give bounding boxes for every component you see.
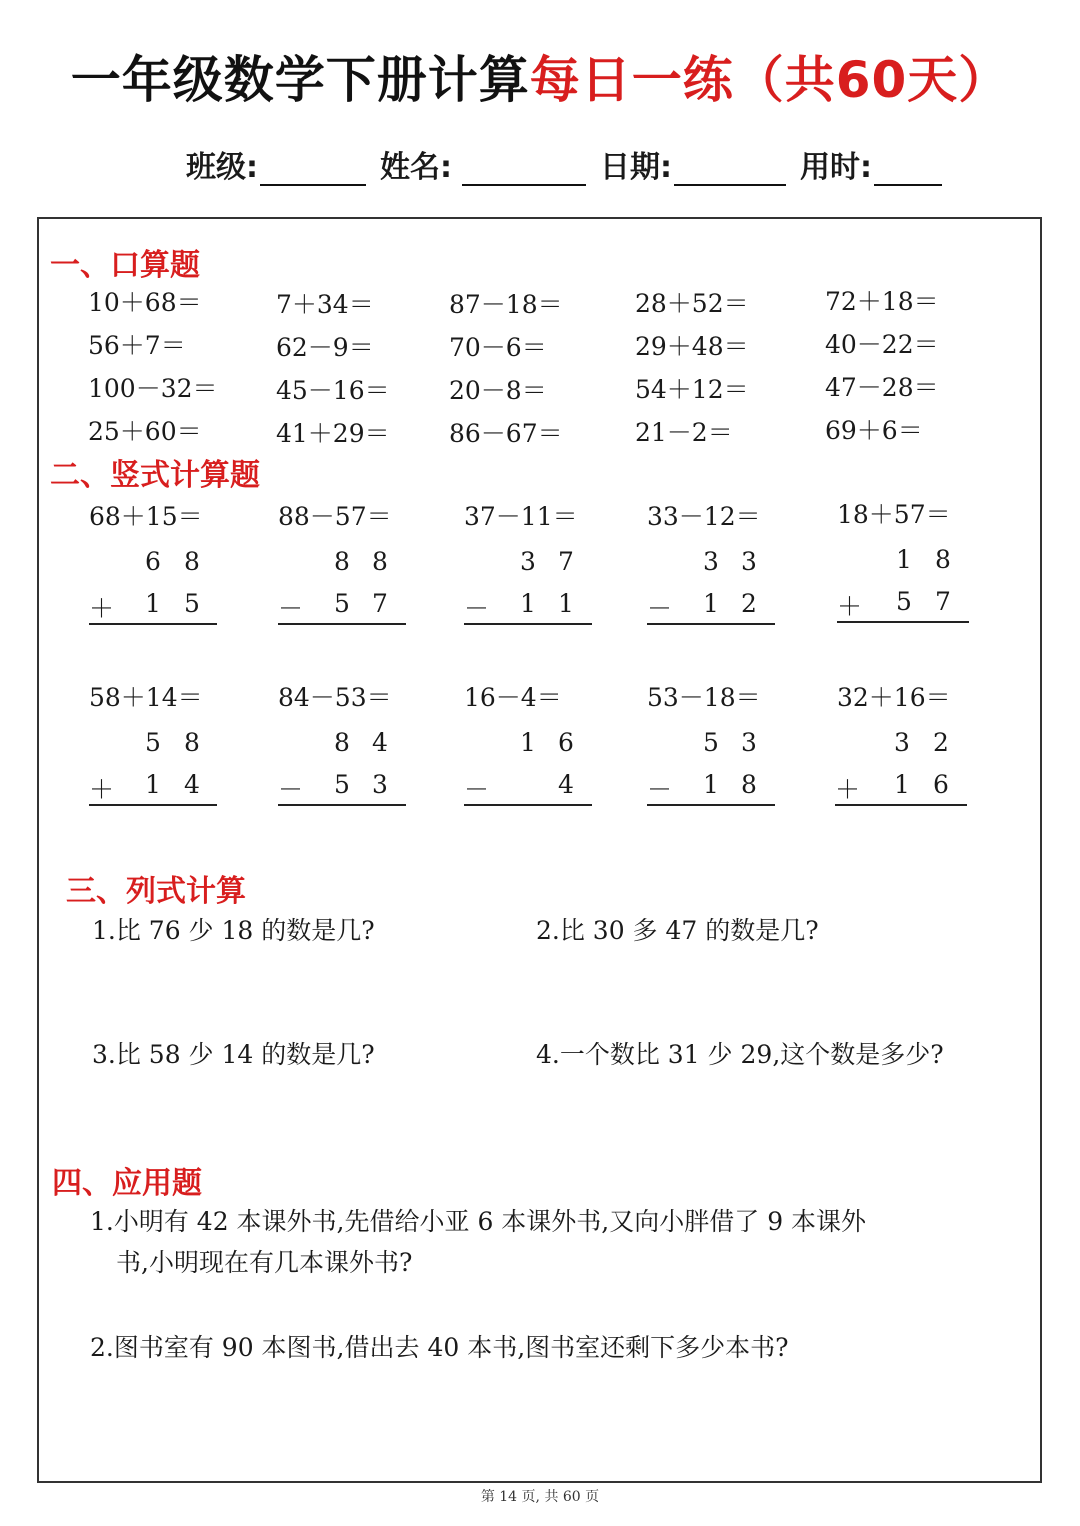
vertical-equation: 58＋14＝	[89, 683, 203, 712]
word-problem-1-line-1: 1.小明有 42 本课外书,先借给小亚 6 本课外书,又向小胖借了 9 本课外	[90, 1207, 867, 1236]
answer-line	[89, 804, 217, 806]
time-label: 用时:	[800, 150, 872, 185]
date-label: 日期:	[600, 150, 672, 185]
oral-problem: 29＋48＝	[635, 332, 749, 361]
answer-line	[89, 623, 217, 625]
page-title	[0, 40, 1080, 112]
time-blank[interactable]	[874, 154, 942, 186]
oral-problem: 21－2＝	[635, 418, 733, 447]
minus-sign: －	[278, 594, 304, 623]
minus-sign: －	[647, 594, 673, 623]
minus-sign: －	[647, 775, 673, 804]
class-blank[interactable]	[260, 154, 366, 186]
oral-problem: 86－67＝	[449, 419, 563, 448]
oral-problem: 28＋52＝	[635, 289, 749, 318]
oral-problem: 10＋68＝	[88, 288, 202, 317]
name-blank[interactable]	[462, 154, 586, 186]
answer-line	[464, 804, 592, 806]
vertical-equation: 37－11＝	[464, 502, 578, 531]
oral-problem: 100－32＝	[88, 374, 218, 403]
oral-problem: 7＋34＝	[276, 290, 374, 319]
page-number: 第 14 页, 共 60 页	[480, 1489, 600, 1505]
oral-problem: 87－18＝	[449, 290, 563, 319]
oral-problem: 45－16＝	[276, 376, 390, 405]
word-problem-1-line-2: 书,小明现在有几本课外书?	[116, 1248, 413, 1277]
oral-problem: 40－22＝	[825, 330, 939, 359]
vertical-work: 8 8 － 5 7	[278, 547, 408, 627]
vertical-equation: 18＋57＝	[837, 500, 951, 529]
class-label: 班级:	[186, 150, 258, 185]
oral-problem: 72＋18＝	[825, 287, 939, 316]
vertical-work: 5 8 ＋ 1 4	[89, 728, 219, 808]
title-main: 一年级数学下册计算	[70, 51, 530, 109]
answer-line	[647, 623, 775, 625]
vertical-work: 1 6 － 4	[464, 728, 594, 808]
oral-problem: 41＋29＝	[276, 419, 390, 448]
section-word-title: 四、应用题	[52, 1166, 202, 1201]
answer-line	[835, 804, 967, 806]
vertical-work: 5 3 － 1 8	[647, 728, 777, 808]
vertical-equation: 53－18＝	[647, 683, 761, 712]
vertical-work: 3 7 － 1 1	[464, 547, 594, 627]
section-oral-title: 一、口算题	[50, 248, 200, 283]
formula-question: 4.一个数比 31 少 29,这个数是多少?	[536, 1040, 944, 1069]
date-blank[interactable]	[674, 154, 786, 186]
answer-line	[837, 621, 969, 623]
minus-sign: －	[464, 594, 490, 623]
vertical-work: 1 8 ＋ 5 7	[837, 545, 967, 625]
vertical-work: 8 4 － 5 3	[278, 728, 408, 808]
section-vertical-title: 二、竖式计算题	[50, 458, 260, 493]
plus-sign: ＋	[837, 592, 863, 621]
section-formula-title: 三、列式计算	[66, 874, 246, 909]
vertical-equation: 16－4＝	[464, 683, 562, 712]
vertical-work: 3 3 － 1 2	[647, 547, 777, 627]
vertical-equation: 33－12＝	[647, 502, 761, 531]
plus-sign: ＋	[89, 775, 115, 804]
oral-problem: 69＋6＝	[825, 416, 923, 445]
answer-line	[464, 623, 592, 625]
vertical-work: ＋ 3 2 1 6	[835, 728, 965, 808]
oral-problem: 54＋12＝	[635, 375, 749, 404]
oral-problem: 62－9＝	[276, 333, 374, 362]
answer-line	[278, 623, 406, 625]
formula-question: 1.比 76 少 18 的数是几?	[92, 916, 375, 945]
name-label: 姓名:	[380, 150, 452, 185]
plus-sign: ＋	[89, 594, 115, 623]
vertical-equation: 68＋15＝	[89, 502, 203, 531]
vertical-equation: 32＋16＝	[837, 683, 951, 712]
vertical-equation: 88－57＝	[278, 502, 392, 531]
word-problem-2: 2.图书室有 90 本图书,借出去 40 本书,图书室还剩下多少本书?	[90, 1333, 789, 1362]
vertical-work: 6 8 ＋ 1 5	[89, 547, 219, 627]
formula-question: 3.比 58 少 14 的数是几?	[92, 1040, 375, 1069]
student-info-row	[186, 136, 942, 186]
oral-problem: 70－6＝	[449, 333, 547, 362]
oral-problem: 47－28＝	[825, 373, 939, 402]
plus-sign: ＋	[835, 775, 861, 804]
title-highlight: 每日一练（共60天）	[529, 51, 1010, 109]
vertical-equation: 84－53＝	[278, 683, 392, 712]
answer-line	[647, 804, 775, 806]
minus-sign: －	[278, 775, 304, 804]
oral-problem: 56＋7＝	[88, 331, 186, 360]
oral-problem: 25＋60＝	[88, 417, 202, 446]
oral-problem: 20－8＝	[449, 376, 547, 405]
answer-line	[278, 804, 406, 806]
formula-question: 2.比 30 多 47 的数是几?	[536, 916, 819, 945]
minus-sign: －	[464, 775, 490, 804]
